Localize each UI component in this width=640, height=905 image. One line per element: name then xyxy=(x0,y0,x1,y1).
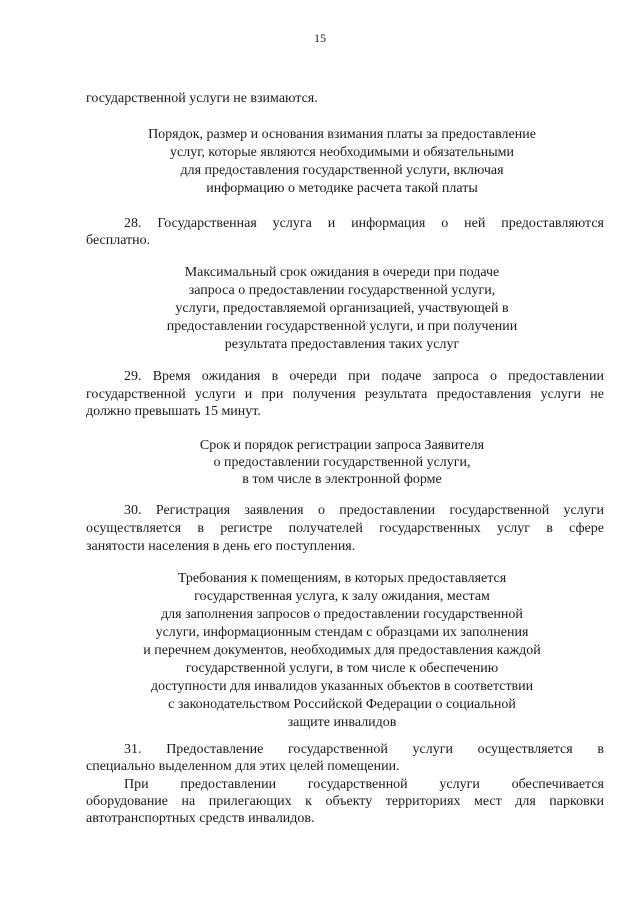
heading-line: услуги, информационным стендам с образцами их заполнения xyxy=(155,625,529,640)
paragraph-line: бесплатно. xyxy=(86,233,151,248)
heading-line: для предоставления государственной услуги, включая xyxy=(180,163,504,178)
heading-line: государственной услуги, в том числе к обеспечению xyxy=(185,661,499,676)
heading-line: Требования к помещениям, в которых предоставляется xyxy=(177,571,507,586)
paragraph-line: 28. Государственная услуга и информация о ней предоставляются xyxy=(124,216,604,231)
heading-line: о предоставлении государственной услуги, xyxy=(213,455,471,470)
paragraph-line: 30. Регистрация заявления о предоставлении государственной услуги xyxy=(124,503,604,518)
paragraph-line: специально выделенном для этих целей помещении. xyxy=(86,759,400,774)
paragraph-line: осуществляется в регистре получателей государственных услуг в сфере xyxy=(86,521,604,536)
paragraph-line: государственной услуги и при получения результата предоставления услуги не xyxy=(86,387,604,402)
paragraph-line: автотранспортных средств инвалидов. xyxy=(86,811,315,826)
heading-line: для заполнения запросов о предоставлении государственной xyxy=(161,607,523,622)
heading-line: Максимальный срок ожидания в очереди при подаче xyxy=(184,265,500,280)
paragraph-line: 29. Время ожидания в очереди при подаче запроса о предоставлении xyxy=(124,369,604,384)
paragraph-line: 31. Предоставление государственной услуги осуществляется в xyxy=(124,742,604,757)
paragraph-line: занятости населения в день его поступления. xyxy=(86,539,356,554)
heading-line: государственная услуга, к залу ожидания, местам xyxy=(194,589,490,604)
paragraph-line: должно превышать 15 минут. xyxy=(86,404,261,419)
heading-line: услуг, которые являются необходимыми и обязательными xyxy=(170,145,514,160)
heading-line: доступности для инвалидов указанных объектов в соответствии xyxy=(150,679,534,694)
intro-line: государственной услуги не взимаются. xyxy=(86,91,318,106)
heading-line: предоставлении государственной услуги, и при получении xyxy=(166,319,518,334)
heading-line: Порядок, размер и основания взимания платы за предоставление xyxy=(148,127,536,142)
heading-line: запроса о предоставлении государственной услуги, xyxy=(188,283,496,298)
heading-line: Срок и порядок регистрации запроса Заявителя xyxy=(199,438,485,453)
heading-line: результата предоставления таких услуг xyxy=(224,337,460,352)
paragraph-line: При предоставлении государственной услуги обеспечивается xyxy=(124,777,604,792)
paragraph-line: оборудование на прилегающих к объекту территориях мест для парковки xyxy=(86,794,604,809)
heading-line: и перечнем документов, необходимых для предоставления каждой xyxy=(143,643,541,658)
heading-line: информацию о методике расчета такой платы xyxy=(206,181,478,196)
heading-line: с законодательством Российской Федерации о социальной xyxy=(168,697,516,712)
heading-line: в том числе в электронной форме xyxy=(242,472,442,487)
heading-line: услуги, предоставляемой организацией, участвующей в xyxy=(175,301,509,316)
heading-line: защите инвалидов xyxy=(287,715,397,730)
page-number: 15 xyxy=(314,31,326,45)
